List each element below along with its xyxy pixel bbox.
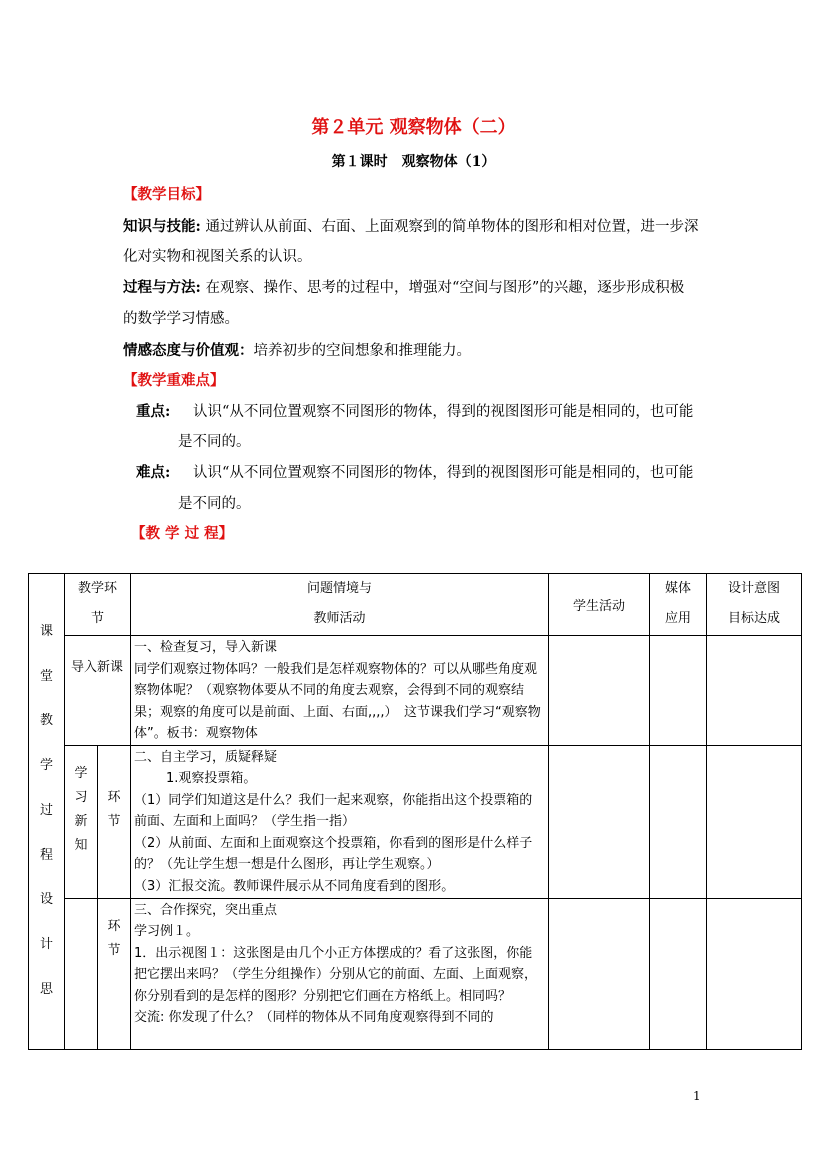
row2-line: （1）同学们知道这是什么？我们一起来观察，你能指出这个投票箱的前面、左面和上面吗？（学生指一指）: [134, 792, 533, 829]
row3-phase-empty: [65, 898, 98, 1049]
row2-line: 二、自主学习，质疑释疑: [134, 749, 278, 765]
row3-design: [707, 898, 802, 1049]
goal-emotion-label: 情感态度与价值观：: [123, 342, 254, 359]
row3-line: 交流: 你发现了什么？（同样的物体从不同角度观察得到不同的: [134, 1010, 494, 1025]
side-char: 学: [39, 758, 53, 774]
goal-process-text: 在观察、操作、思考的过程中，增强对“空间与图形”的兴趣，逐步形成积极: [205, 280, 685, 296]
header-media-line1: 媒体: [665, 581, 692, 596]
row3-student: [549, 898, 650, 1049]
goal-process-label: 过程与方法:: [123, 279, 201, 296]
goal-knowledge-text: 通过辨认从前面、右面、上面观察到的简单物体的图形和相对位置，进一步深: [205, 219, 699, 235]
difficult-line1: 认识“从不同位置观察不同图形的物体，得到的视图图形可能是相同的，也可能: [193, 465, 694, 481]
difficult-line2: 是不同的。: [178, 496, 251, 512]
header-design-line2: 目标达成: [728, 611, 781, 626]
header-phase: [65, 574, 131, 636]
goal-process-line2: 的数学学习情感。: [123, 311, 239, 327]
header-problem-line2: 教师活动: [313, 611, 366, 626]
goal-knowledge-line1: [123, 215, 698, 236]
row1-media: [650, 636, 707, 746]
table-row: [29, 898, 802, 1049]
goal-emotion-text: 培养初步的空间想象和推理能力。: [253, 343, 471, 359]
row1-line: 同学们观察过物体吗？一般我们是怎样观察物体的？可以从哪些角度观察物体呢？（观察物体要从不同的角度去观察，会得到不同的观察结果；观察的角度可以是前面、上面、右面,,,,） 这节课我们学习“观察物体”。板书：观察物体: [134, 661, 541, 741]
row1-phase: [65, 636, 131, 746]
keypoints-heading: 【教学重难点】: [123, 372, 225, 389]
side-char: 计: [39, 936, 53, 952]
row2-phase: [65, 745, 98, 898]
row3-line: 学习例１。: [134, 924, 200, 939]
row2-phase-char: 新: [74, 813, 88, 829]
row3-sub-char: 节: [107, 942, 121, 958]
table-row: [29, 745, 802, 898]
header-media-line2: 应用: [665, 611, 692, 626]
row2-sub-char: 环: [107, 789, 121, 805]
row1-content: [131, 636, 549, 746]
header-student: 学生活动: [549, 574, 650, 636]
row2-design: [707, 745, 802, 898]
row2-phase-char: 习: [74, 789, 88, 805]
header-problem: [131, 574, 549, 636]
header-phase-line1: 教学环: [78, 581, 118, 596]
row2-line: （2）从前面、左面和上面观察这个投票箱，你看到的图形是什么样子的？（先让学生想一想是什么图形，再让学生观察。）: [134, 835, 533, 872]
row3-line: 1．出示视图１：这张图是由几个小正方体摆成的？看了这张图，你能把它摆出来吗？（学生分组操作）分别从它的前面、左面、上面观察，你分别看到的是怎样的图形？分别把它们画在方格纸上。相同吗？: [134, 945, 538, 1004]
row1-design: [707, 636, 802, 746]
key-line2: 是不同的。: [178, 434, 251, 450]
lesson-process-table: [28, 573, 802, 1050]
page-title: 第２单元 观察物体（二）: [311, 117, 516, 138]
side-label: [29, 574, 65, 1050]
row2-line: （3）汇报交流。教师课件展示从不同角度看到的图形。: [134, 878, 455, 894]
row2-sub: [98, 745, 131, 898]
row2-student: [549, 745, 650, 898]
row3-sub-char: 环: [107, 918, 121, 934]
table-row: [29, 636, 802, 746]
goals-heading: 【教学目标】: [123, 186, 210, 203]
row2-phase-char: 学: [74, 765, 88, 781]
row2-phase-char: 知: [74, 837, 88, 853]
row1-line: 一、检查复习，导入新课: [134, 640, 278, 655]
header-design-line1: 设计意图: [728, 581, 781, 596]
goal-knowledge-line2: 化对实物和视图关系的认识。: [123, 249, 312, 265]
header-design: [707, 574, 802, 636]
row2-line: 1.观察投票箱。: [166, 771, 257, 786]
row2-sub-char: 节: [107, 813, 121, 829]
side-char: 过: [39, 802, 53, 818]
side-char: 课: [39, 624, 53, 639]
lesson-subtitle: 第１课时 观察物体（1）: [331, 154, 496, 170]
header-phase-line2: 节: [91, 611, 105, 626]
header-problem-line1: 问题情境与: [307, 581, 373, 596]
goal-knowledge-label: 知识与技能:: [123, 218, 201, 235]
side-char: 教: [39, 713, 53, 729]
key-line1: 认识“从不同位置观察不同图形的物体，得到的视图图形可能是相同的，也可能: [193, 404, 694, 420]
goal-process-line1: [123, 276, 684, 297]
row3-line: 三、合作探究，突出重点: [134, 902, 278, 918]
key-label: 重点:: [136, 403, 171, 420]
side-char: 堂: [39, 668, 53, 684]
row3-content: [131, 898, 549, 1049]
difficult-label: 难点:: [136, 464, 171, 481]
side-char: 设: [39, 892, 53, 908]
header-media: [650, 574, 707, 636]
row2-media: [650, 745, 707, 898]
row2-content: [131, 745, 549, 898]
row3-media: [650, 898, 707, 1049]
goal-emotion-line: [123, 339, 471, 360]
row1-student: [549, 636, 650, 746]
page-number: 1: [693, 1089, 701, 1103]
row1-phase-text: 导入新课: [71, 660, 124, 675]
side-char: 思: [39, 981, 53, 997]
process-heading: 【教 学 过 程】: [131, 525, 234, 542]
table-header-row: [29, 574, 802, 636]
row3-sub: [98, 898, 131, 1049]
side-char: 程: [39, 847, 53, 863]
